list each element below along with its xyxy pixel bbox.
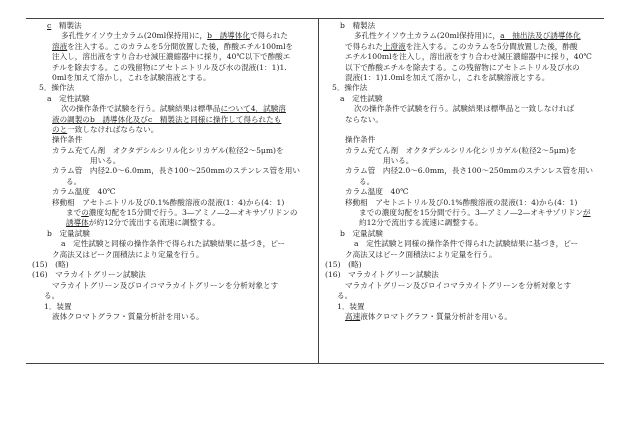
text-line: (15) (略) — [32, 259, 69, 269]
column-divider — [318, 18, 319, 363]
text-line: のと一致しなければならない。 — [52, 124, 159, 134]
text-line: カラム管 内径2.0～6.0mm，長さ100～250mmのステンレス管を用い — [345, 166, 593, 176]
text-line: ク高法又はピーク面積法により定量を行う。 — [345, 249, 497, 259]
text-line: 用いる。 — [383, 156, 414, 166]
text-line: 以下で酢酸エチルを除去する。この残留物にアセトニトリル及び水の — [345, 62, 580, 72]
text-line: c 精製法 — [47, 21, 82, 30]
text-line: る。 — [66, 176, 82, 186]
text-line: 5．操作法 — [39, 83, 75, 93]
text-line: カラム管 内径2.0～6.0mm，長さ100～250mmのステンレス管を用い — [52, 166, 300, 176]
text-line: (15) (略) — [325, 259, 362, 269]
text-line: 0mlを加えて溶かし，これを試験溶液とする。 — [52, 72, 211, 82]
text-line: までの濃度勾配を15分間で行う。3―アミノ―2―オキサゾリドンの — [66, 208, 298, 218]
table-bottom-border — [26, 363, 604, 364]
text-line: 誘導体が約12分で流出する流速に調整する。 — [66, 218, 220, 228]
amended-text: の — [81, 208, 89, 218]
text-line: 多孔性ケイソウ土カラム(20ml保持用)に，a 抽出法及び誘導体化 — [354, 31, 581, 41]
text-line: 5．操作法 — [332, 83, 368, 93]
text-line: a 定性試験 — [340, 93, 383, 103]
amended-text: 溶液 — [52, 41, 68, 51]
text-line: マラカイトグリーン及びロイコマラカイトグリーンを分析対象とす — [52, 280, 279, 290]
text-line: カラム温度 40℃ — [345, 187, 409, 197]
text-line: 液体クロマトグラフ・質量分析計を用いる。 — [52, 311, 204, 321]
left-column-revised-text — [32, 21, 307, 322]
text-line: 移動相 アセトニトリル及び0.1%酢酸溶液の混液(1：4)から(4：1) — [345, 197, 578, 207]
text-line: る。 — [337, 291, 353, 301]
table-top-border — [26, 18, 604, 19]
text-line: b 定量試験 — [340, 228, 383, 238]
amended-text: 誘導体 — [66, 218, 89, 228]
text-line: 操作条件 — [345, 135, 376, 145]
text-line: b 精製法 — [340, 21, 376, 30]
text-line: カラム充てん剤 オクタデシルシリル化シリカゲル(粒径2～5μm)を — [52, 145, 284, 155]
text-line: (16) マラカイトグリーン試験法 — [32, 270, 146, 280]
text-line: ク高法又はピーク面積法により定量を行う。 — [52, 249, 204, 259]
text-line: a 定性試験 — [47, 93, 90, 103]
text-line: 移動相 アセトニトリル及び0.1%酢酸溶液の混液(1：4)から(4：1) — [52, 197, 285, 207]
text-line: a 定性試験と同様の操作条件で得られた試験結果に基づき，ピー — [354, 239, 579, 249]
text-line: カラム充てん剤 オクタデシルシリル化シリカゲル(粒径2～5μm)を — [345, 145, 577, 155]
text-line: 用いる。 — [90, 156, 121, 166]
text-line: b 定量試験 — [47, 228, 90, 238]
right-column-current-text — [325, 21, 600, 322]
text-line: までの濃度勾配を15分間で行う。3―アミノ―2―オキサゾリドンが — [359, 208, 591, 218]
text-line: 溶液を注入する。このカラムを5分間放置した後，酢酸エチル100mlを — [52, 41, 294, 51]
text-line — [325, 125, 600, 135]
text-line: 高速液体クロマトグラフ・質量分析計を用いる。 — [345, 311, 512, 321]
text-line: 約12分で流出する流速に調整する。 — [359, 218, 483, 228]
text-line: エチル100mlを注入し，溶出液をすり合わせ減圧濃縮器中に採り，40℃ — [345, 52, 592, 62]
text-line: 混液(1：1)1.0mlを加えて溶かし，これを試験溶液とする。 — [345, 72, 550, 82]
text-line: a 定性試験と同様の操作条件で得られた試験結果に基づき，ピー — [61, 239, 286, 249]
text-line: チルを除去する。この残留物にアセトニトリル及び水の混液(1：1)1. — [52, 62, 287, 72]
text-line: マラカイトグリーン及びロイコマラカイトグリーンを分析対象とす — [345, 280, 572, 290]
amended-text: 上澄液 — [382, 41, 406, 51]
text-line: で得られた上澄液を注入する。このカラムを5分間放置した後，酢酸 — [345, 41, 578, 51]
text-line: る。 — [359, 176, 375, 186]
text-line: 1．装置 — [337, 301, 365, 311]
text-line: 1．装置 — [44, 301, 72, 311]
amended-text: が — [582, 208, 591, 218]
amended-text: c — [47, 21, 52, 30]
amended-text: について4．試験溶 — [220, 104, 286, 114]
text-line: (16) マラカイトグリーン試験法 — [325, 270, 439, 280]
text-line: 次の操作条件で試験を行う。試験結果は標準品について4．試験溶 — [61, 104, 286, 114]
text-line: る。 — [44, 291, 60, 301]
amended-text: b 誘導体化 — [207, 31, 250, 41]
text-line: 次の操作条件で試験を行う。試験結果は標準品と一致しなければ — [354, 104, 575, 114]
text-line: 操作条件 — [52, 135, 83, 145]
text-line — [32, 115, 307, 125]
text-line: 多孔性ケイソウ土カラム(20ml保持用)に，b 誘導体化で得られた — [61, 31, 288, 41]
text-line: 注入し，溶出液をすり合わせ減圧濃縮器中に採り，40℃以下で酢酸エ — [52, 52, 291, 62]
text-line: カラム温度 40℃ — [52, 187, 116, 197]
amended-text: a 抽出法及び誘導体化 — [500, 31, 581, 41]
amended-text: 液の調製のb 誘導体化及びc 精製法と同様に操作して得られたも — [52, 114, 282, 124]
amended-text: のと — [52, 124, 68, 134]
amended-text: 高速 — [345, 311, 361, 321]
text-line: ならない。 — [345, 114, 383, 124]
